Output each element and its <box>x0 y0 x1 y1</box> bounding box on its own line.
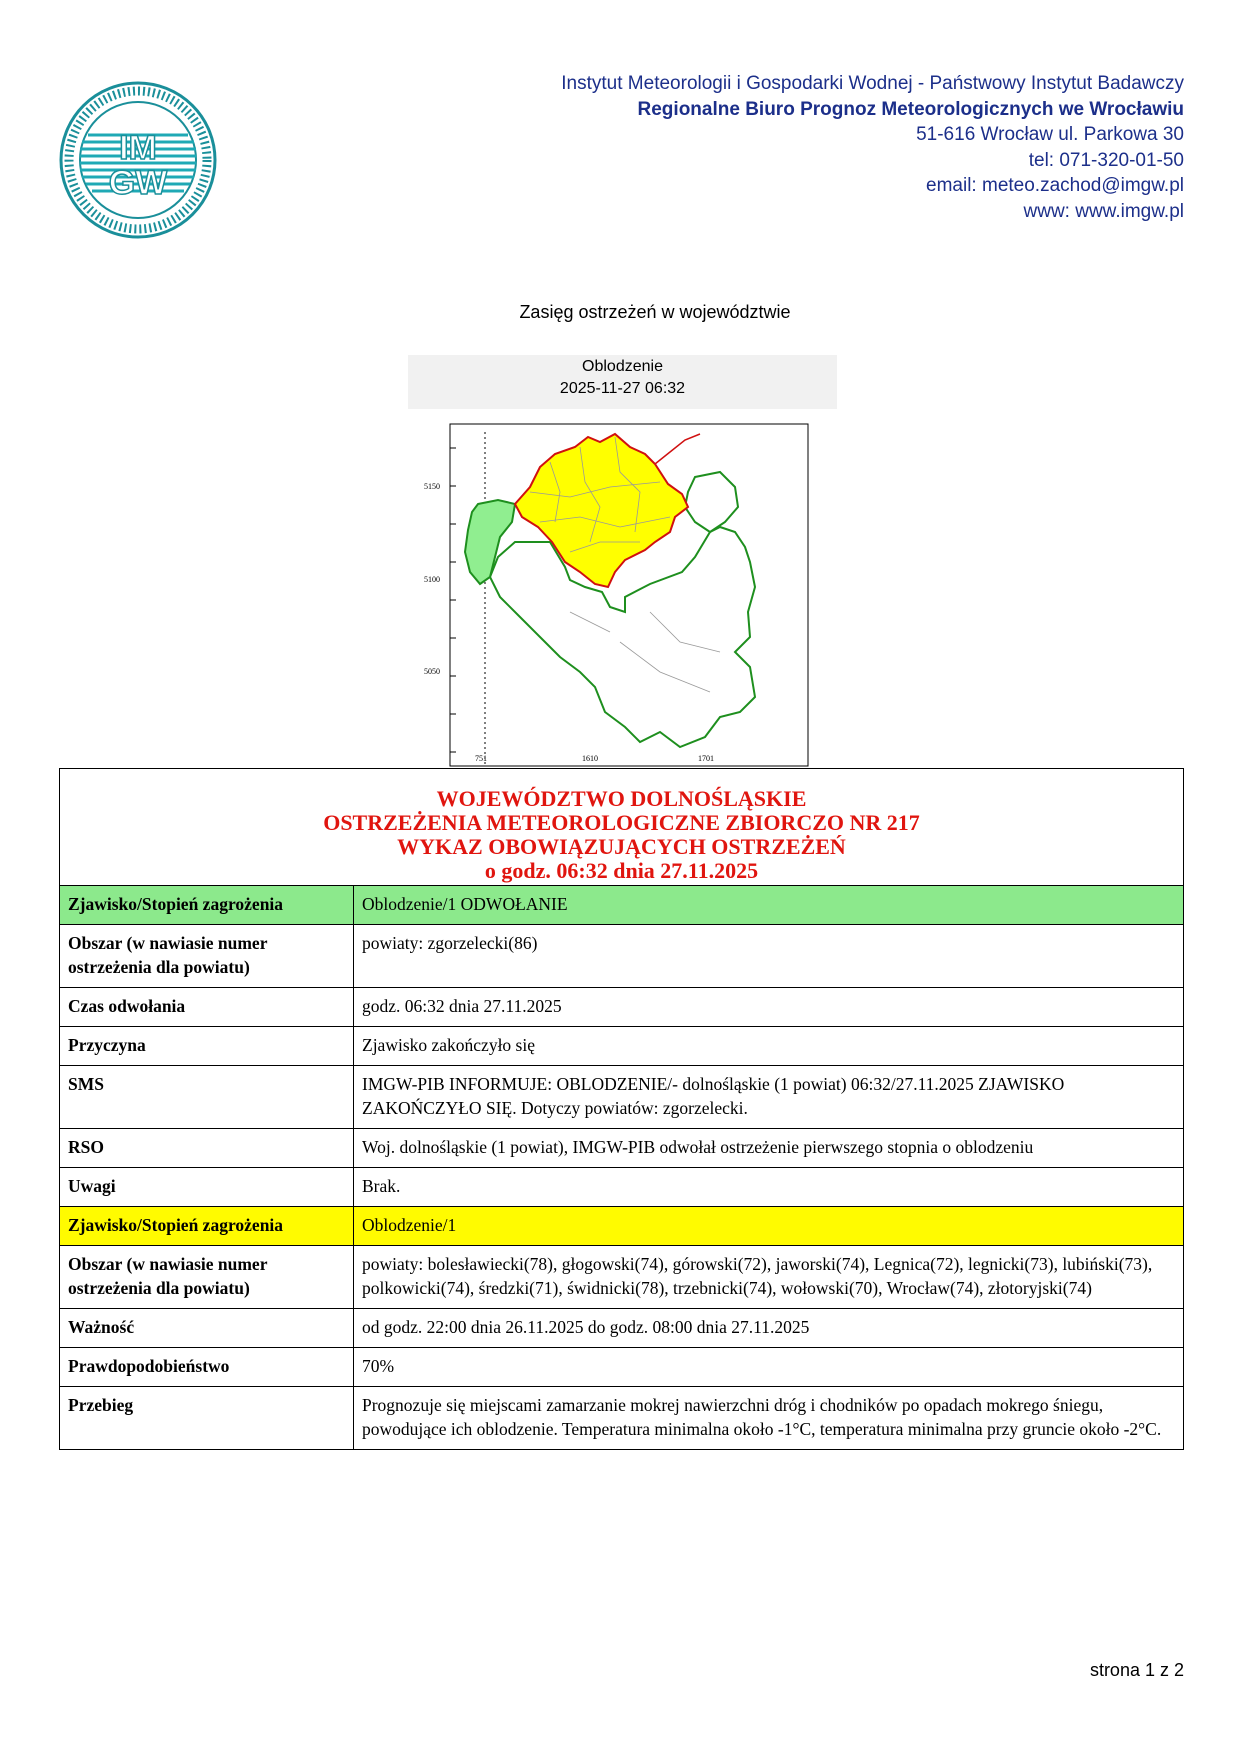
row-label: Prawdopodobieństwo <box>60 1348 354 1387</box>
institute-name: Instytut Meteorologii i Gospodarki Wodnej - Państwowy Instytut Badawczy <box>561 73 1184 94</box>
warning2-phenomenon-row <box>60 1207 1184 1246</box>
institute-header <box>561 71 1184 224</box>
svg-text:IM: IM <box>119 129 157 167</box>
row-label: Ważność <box>60 1309 354 1348</box>
map-title: Zasięg ostrzeżeń w województwie <box>519 302 791 322</box>
row-label: Obszar (w nawiasie numer ostrzeżenia dla powiatu) <box>60 1246 354 1309</box>
row-value: IMGW-PIB INFORMUJE: OBLODZENIE/- dolnośląskie (1 powiat) 06:32/27.11.2025 ZJAWISKO ZAKOŃCZYŁO SIĘ. Dotyczy powiatów: zgorzelecki. <box>354 1066 1184 1129</box>
warning1-reason-row <box>60 1027 1184 1066</box>
svg-text:GW: GW <box>108 164 168 202</box>
row-label: Uwagi <box>60 1168 354 1207</box>
row-value: Prognozuje się miejscami zamarzanie mokrej nawierzchni dróg i chodników po opadach mokrego śniegu, powodujące ich oblodzenie. Temperatura minimalna około -1°C, temperatura minimalna przy gruncie około -2°C. <box>354 1387 1184 1450</box>
warning1-area-row <box>60 925 1184 988</box>
email[interactable]: email: meteo.zachod@imgw.pl <box>926 175 1184 196</box>
report-title <box>60 769 1184 886</box>
warning2-course-row <box>60 1387 1184 1450</box>
row-value: Oblodzenie/1 ODWOŁANIE <box>354 886 1184 925</box>
row-label: RSO <box>60 1129 354 1168</box>
report-title-line2: OSTRZEŻENIA METEOROLOGICZNE ZBIORCZO NR 217 <box>323 810 920 835</box>
row-value: Brak. <box>354 1168 1184 1207</box>
tick-y1: 5150 <box>424 482 440 491</box>
office-name: Regionalne Biuro Prognoz Meteorologicznych we Wrocławiu <box>637 98 1184 120</box>
report-title-line4: o godz. 06:32 dnia 27.11.2025 <box>484 858 759 883</box>
tick-y2: 5100 <box>424 575 440 584</box>
report-title-line3: WYKAZ OBOWIĄZUJĄCYCH OSTRZEŻEŃ <box>397 834 846 859</box>
website[interactable]: www: www.imgw.pl <box>1023 200 1184 222</box>
row-value: godz. 06:32 dnia 27.11.2025 <box>354 988 1184 1027</box>
imgw-logo <box>58 80 218 240</box>
warning1-notes-row <box>60 1168 1184 1207</box>
tick-y3: 5050 <box>424 667 440 676</box>
row-label: Zjawisko/Stopień zagrożenia <box>60 886 354 925</box>
row-value: powiaty: zgorzelecki(86) <box>354 925 1184 988</box>
page-number: strona 1 z 2 <box>1089 1660 1184 1680</box>
row-label: Przyczyna <box>60 1027 354 1066</box>
tick-x1: 751 <box>475 754 487 763</box>
row-label: Czas odwołania <box>60 988 354 1027</box>
row-label: Obszar (w nawiasie numer ostrzeżenia dla powiatu) <box>60 925 354 988</box>
warning2-validity-row <box>60 1309 1184 1348</box>
warning2-probability-row <box>60 1348 1184 1387</box>
warning1-rso-row <box>60 1129 1184 1168</box>
address: 51-616 Wrocław ul. Parkowa 30 <box>916 124 1184 145</box>
phone: tel: 071-320-01-50 <box>1028 149 1184 171</box>
warning1-cancel-time-row <box>60 988 1184 1027</box>
row-value: Woj. dolnośląskie (1 powiat), IMGW-PIB odwołał ostrzeżenie pierwszego stopnia o oblodzeniu <box>354 1129 1184 1168</box>
warning2-area-row <box>60 1246 1184 1309</box>
row-value: Oblodzenie/1 <box>354 1207 1184 1246</box>
row-value: Zjawisko zakończyło się <box>354 1027 1184 1066</box>
row-value: od godz. 22:00 dnia 26.11.2025 do godz. 08:00 dnia 27.11.2025 <box>354 1309 1184 1348</box>
map-caption <box>408 355 837 409</box>
map-phenomenon: Oblodzenie <box>582 358 663 375</box>
warning1-phenomenon-row <box>60 886 1184 925</box>
map-timestamp: 2025-11-27 06:32 <box>559 380 686 397</box>
report-title-line1: WOJEWÓDZTWO DOLNOŚLĄSKIE <box>436 786 807 811</box>
row-label: SMS <box>60 1066 354 1129</box>
row-label: Przebieg <box>60 1387 354 1450</box>
row-value: powiaty: bolesławiecki(78), głogowski(74), górowski(72), jaworski(74), Legnica(72), legnicki(73), lubiński(73), polkowicki(74), średzki(71), świdnicki(78), trzebnicki(74), wołowski(70), Wrocław(74), złotoryjski(74) <box>354 1246 1184 1309</box>
tick-x3: 1701 <box>698 754 714 763</box>
warning1-sms-row <box>60 1066 1184 1129</box>
row-label: Zjawisko/Stopień zagrożenia <box>60 1207 354 1246</box>
row-value: 70% <box>354 1348 1184 1387</box>
warnings-table <box>59 768 1184 1450</box>
warning-map <box>420 412 820 774</box>
tick-x2: 1610 <box>582 754 598 763</box>
